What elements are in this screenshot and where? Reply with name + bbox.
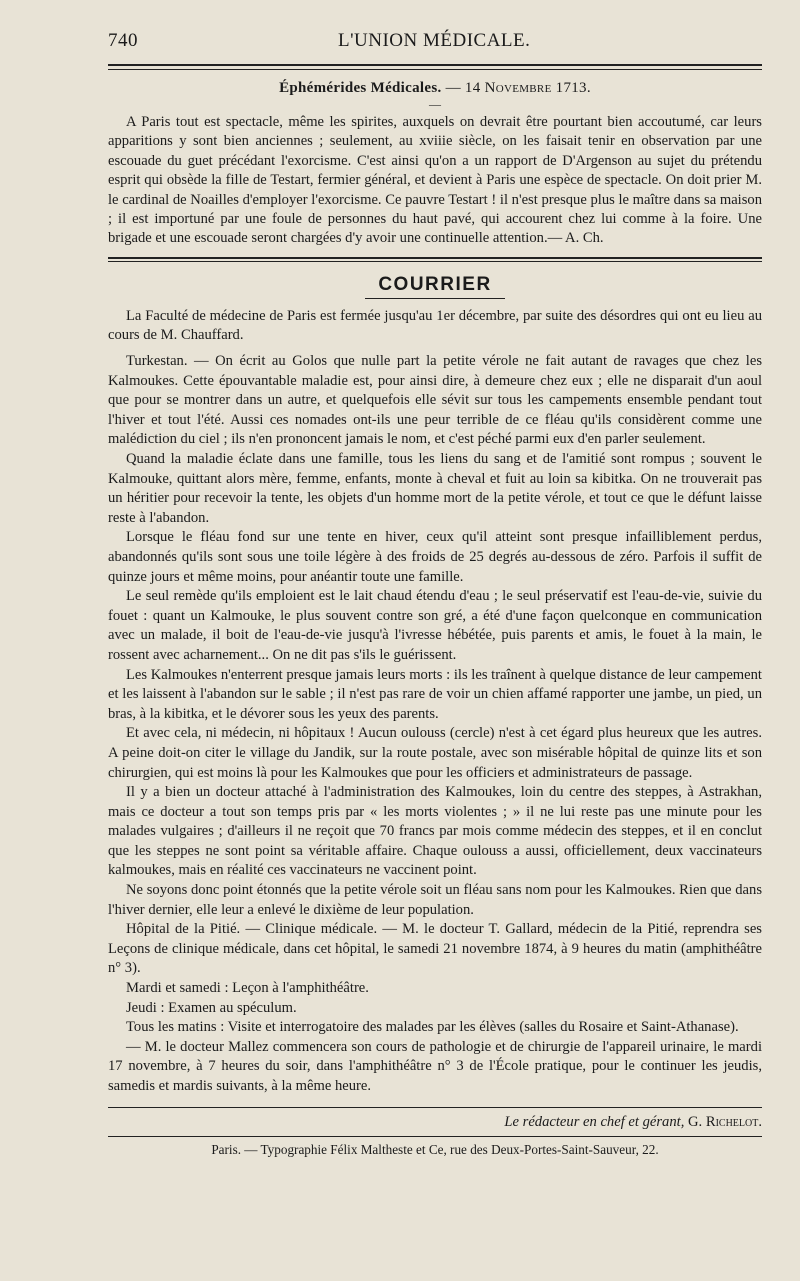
paragraph: Hôpital de la Pitié. — Clinique médicale. — M. le docteur T. Gallard, médecin de la Pitié, reprendra ses Leçons de clinique médicale, dans cet hôpital, le samedi 21 novembre 1874, à 9 heures du matin (amphithéâtre n° 3). bbox=[108, 921, 762, 977]
ephemerides-text: A Paris tout est spectacle, même les spirites, auxquels on devrait être pourtant bien accoutumé, car leurs apparitions y sont bien anciennes ; seulement, au xviiie siècle, on les faisait tenir en observation par une escouade du guet précédant l'exorcisme. C'est ainsi qu'on a un rapport de D'Argenson au sujet du prétendu esprit qui obsède la fille de Testart, fermier général, et devient à Paris une espèce de spectacle. On doit prier M. le cardinal de Noailles d'employer l'exorcisme. Ce pauvre Testart ! il n'est presque plus le maître dans sa maison ; il est importuné par une foule de personnes du haut pavé, qui accourent chez lui comme à la foire. Une brigade et une escouade seront chargées d'y avoir une continuelle attention.— A. Ch. bbox=[108, 114, 762, 247]
paragraph: Et avec cela, ni médecin, ni hôpitaux ! Aucun oulouss (cercle) n'est à cet égard plus heureux que les autres. A peine doit-on citer le village du Jandik, sur la route postale, avec son misérable hôpital de quinze lits et son chirurgien, qui est moins là pour les Kalmoukes que pour les officiers et administrateurs de passage. bbox=[108, 725, 762, 781]
running-head bbox=[108, 30, 762, 60]
paragraph: — M. le docteur Mallez commencera son cours de pathologie et de chirurgie de l'appareil urinaire, le mardi 17 novembre, à 7 heures du soir, dans l'amphithéâtre n° 3 de l'École pratique, pour le continuer les jeudis, samedis et mardis suivants, à la même heure. bbox=[108, 1038, 762, 1094]
paragraph: Quand la maladie éclate dans une famille, tous les liens du sang et de l'amitié sont rompus ; souvent le Kalmouke, quittant alors mère, femme, enfants, monte à cheval et fuit au loin sa kibitka. On ne trouverait pas un héritier pour recevoir la tente, les objets d'un homme mort de la petite vérole, et tout ce que le défunt laisse reste à l'abandon. bbox=[108, 451, 762, 526]
paragraph: Les Kalmoukes n'enterrent presque jamais leurs morts : ils les traînent à quelque distance de leur campement et les laissent à l'abandon sur le sable ; il n'est pas rare de voir un chien affamé rapporter une jambe, un pied, un bras, à la kibitka, et le dévorer sous les yeux des parents. bbox=[108, 666, 762, 722]
paragraph: Mardi et samedi : Leçon à l'amphithéâtre. bbox=[126, 980, 369, 997]
signature-role: Le rédacteur en chef et gérant, bbox=[504, 1113, 685, 1130]
page-number: 740 bbox=[108, 30, 138, 51]
footer-rule bbox=[108, 1136, 762, 1137]
paragraph: Le seul remède qu'ils emploient est le lait chaud étendu d'eau ; le seul préservatif est l'eau-de-vie, suivie du fouet : quant un Kalmouke, le plus souvent contre son gré, a été d'une façon quelconque en communication avec un malade, il boit de l'eau-de-vie jusqu'à l'ivresse hébétée, puis parents et amis, le fouet à la main, le rossent avec acharnement... On ne dit pas s'ils le guérissent. bbox=[108, 588, 762, 663]
header-rule-thin bbox=[108, 69, 762, 70]
ephemerides-section bbox=[108, 113, 762, 249]
ephemerides-title: Éphémérides Médicales. bbox=[279, 80, 442, 96]
paragraph: Il y a bien un docteur attaché à l'administration des Kalmoukes, loin du centre des steppes, à Astrakhan, mais ce docteur a tout son temps pris par « les morts violentes ; » il ne lui reste pas une minute pour les malades vulgaires ; d'ailleurs il ne reçoit que 70 francs par mois comme médecin des steppes, et il en conclut que les steppes ne sont point sa véritable affaire. Chaque oulouss a aussi, officiellement, deux vaccinateurs kalmoukes, mais en réalité ces vaccinateurs ne vaccinent point. bbox=[108, 784, 762, 879]
signature-rule bbox=[108, 1107, 762, 1108]
ephemerides-date: — 14 Novembre 1713. bbox=[445, 80, 591, 96]
ephemerides-heading bbox=[108, 80, 762, 97]
paragraph: Jeudi : Examen au spéculum. bbox=[126, 999, 297, 1016]
section-double-rule bbox=[108, 257, 762, 262]
paragraph: Ne soyons donc point étonnés que la petite vérole soit un fléau sans nom pour les Kalmoukes. Rien que dans l'hiver dernier, elle leur a enlevé le dixième de leur population. bbox=[108, 882, 762, 918]
courrier-underline bbox=[365, 298, 505, 299]
paragraph: Tous les matins : Visite et interrogatoire des malades par les élèves (salles du Rosaire et Saint-Athanase). bbox=[126, 1019, 739, 1036]
ephemerides-separator: — bbox=[429, 97, 441, 111]
printer-imprint: Paris. — Typographie Félix Maltheste et Ce, rue des Deux-Portes-Saint-Sauveur, 22. bbox=[211, 1141, 659, 1157]
signature-name: G. Richelot. bbox=[688, 1113, 762, 1130]
courrier-body bbox=[108, 307, 762, 1097]
paragraph: Lorsque le fléau fond sur une tente en hiver, ceux qu'il atteint sont presque infailliblement perdus, abandonnés qu'ils sont sous une toile légère à des froids de 25 degrés au-dessous de zéro. Parfois il suffit de quinze jours et même moins, pour anéantir toute une famille. bbox=[108, 529, 762, 585]
courrier-title: COURRIER bbox=[378, 273, 492, 295]
paragraph: La Faculté de médecine de Paris est fermée jusqu'au 1er décembre, par suite des désordres qui ont eu lieu au cours de M. Chauffard. bbox=[108, 307, 762, 344]
paragraph: Turkestan. — On écrit au Golos que nulle part la petite vérole ne fait autant de ravages que chez les Kalmoukes. Cette épouvantable maladie est, pour ainsi dire, à demeure chez eux ; elle ne disparait d'un aoul que pour se montrer dans un autre, et quelquefois elle sévit sur tous les campements ensemble pendant tout l'hiver et tout l'été. Aussi ces nomades ont-ils une peur terrible de ce fléau qu'ils considèrent comme une malédiction du ciel ; ils n'en prononcent jamais le nom, et c'est péché parmi eux d'en parler seulement. bbox=[108, 353, 762, 448]
header-rule bbox=[108, 64, 762, 66]
journal-title: L'UNION MÉDICALE. bbox=[338, 30, 531, 51]
signature bbox=[108, 1112, 762, 1132]
